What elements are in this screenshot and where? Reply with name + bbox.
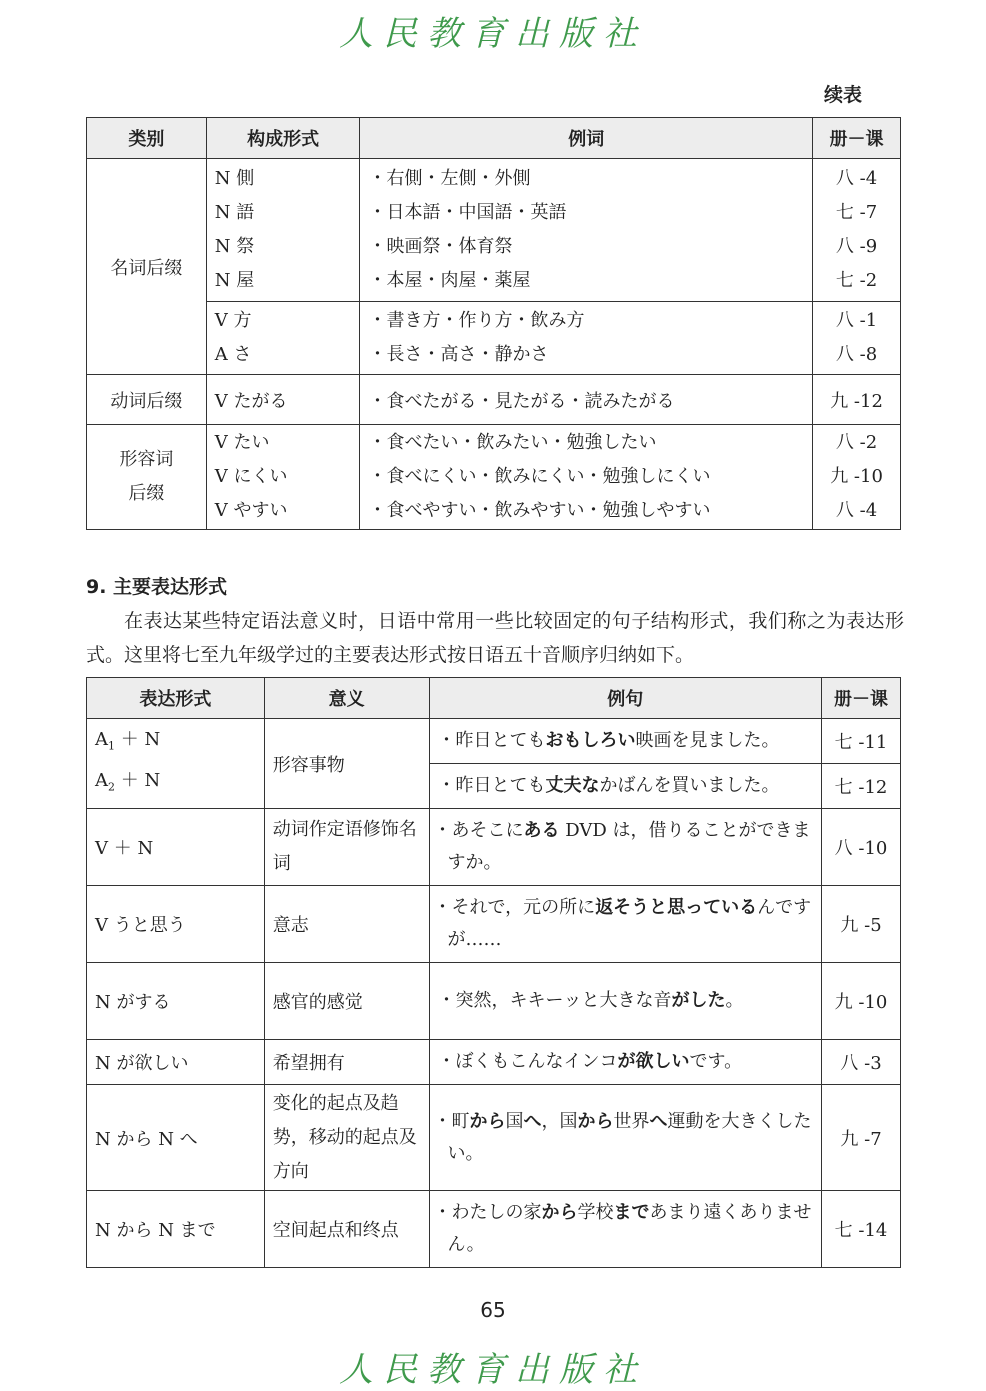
form-item: N 屋 xyxy=(214,270,255,291)
lesson-item: 八 -4 xyxy=(835,168,878,189)
publisher-watermark-top: 人民教育出版社 xyxy=(339,14,647,54)
example-item: ・食べにくい・飲みにくい・勉強しにくい xyxy=(368,466,711,487)
table-header-row xyxy=(87,678,901,719)
example-text: ・昨日とても xyxy=(437,775,546,796)
table-row xyxy=(87,302,901,375)
table-header-row xyxy=(87,118,901,159)
emphasis-text: が欲しい xyxy=(617,1051,690,1072)
meaning-cell: 空间起点和终点 xyxy=(264,1191,429,1268)
lesson-cell: 九 -12 xyxy=(813,375,901,425)
example-item: ・右側・左側・外側 xyxy=(368,168,531,189)
example-cell xyxy=(429,1085,822,1191)
form-item: A さ xyxy=(214,344,252,365)
example-text: ，国 xyxy=(541,1110,578,1132)
example-item: ・日本語・中国語・英語 xyxy=(368,202,567,223)
lesson-item: 七 -2 xyxy=(835,270,878,291)
example-cell xyxy=(429,963,822,1040)
example-text: ・わたしの家 xyxy=(433,1202,542,1223)
expression-cell xyxy=(87,719,265,809)
header-example-sentence: 例句 xyxy=(429,678,822,719)
lesson-cell: 七 -12 xyxy=(822,764,901,809)
lesson-cell xyxy=(813,425,901,530)
expression-part: A xyxy=(95,769,108,791)
section-title: 9. 主要表达形式 xyxy=(86,576,228,598)
header-lesson: 册－课 xyxy=(813,118,901,159)
table-row xyxy=(87,1040,901,1085)
category-line: 后缀 xyxy=(128,483,165,504)
emphasis-text: まで xyxy=(613,1202,650,1223)
examples-cell xyxy=(360,302,813,375)
example-cell xyxy=(429,809,822,886)
example-text: 運動を大きくしたい。 xyxy=(447,1110,812,1164)
table-row xyxy=(87,719,901,764)
lesson-item: 八 -2 xyxy=(835,432,878,453)
table-row xyxy=(87,963,901,1040)
example-text: ・あそこに xyxy=(433,820,524,841)
expression-cell: V ＋ N xyxy=(87,809,265,886)
example-text: DVD は，借りることができますか。 xyxy=(447,820,811,873)
examples-cell: ・食べたがる・見たがる・読みたがる xyxy=(360,375,813,425)
header-category: 类别 xyxy=(87,118,207,159)
example-cell xyxy=(429,1040,822,1085)
lesson-cell: 九 -10 xyxy=(822,963,901,1040)
category-cell: 动词后缀 xyxy=(87,375,207,425)
form-item: V 方 xyxy=(214,310,252,331)
example-text: ・町 xyxy=(433,1110,470,1132)
emphasis-text: から xyxy=(541,1202,578,1223)
lesson-cell xyxy=(813,159,901,302)
header-form: 构成形式 xyxy=(206,118,360,159)
example-text: 学校 xyxy=(577,1202,614,1223)
lesson-cell: 八 -3 xyxy=(822,1040,901,1085)
continuation-label: 续表 xyxy=(823,84,862,106)
lesson-item: 八 -9 xyxy=(835,236,878,257)
example-text: 映画を見ました。 xyxy=(635,730,780,751)
page-number: 65 xyxy=(480,1298,506,1322)
example-text: です。 xyxy=(689,1051,743,1072)
example-text: 国 xyxy=(505,1110,524,1132)
emphasis-text: へ xyxy=(523,1110,542,1132)
example-cell xyxy=(429,1191,822,1268)
example-text: んですが…… xyxy=(447,897,812,950)
example-text: ・それで，元の所に xyxy=(433,897,596,918)
expression-part: ＋ N xyxy=(115,769,161,791)
example-item: ・長さ・高さ・静かさ xyxy=(368,344,549,365)
lesson-cell: 七 -14 xyxy=(822,1191,901,1268)
header-lesson: 册－课 xyxy=(822,678,901,719)
form-item: N 側 xyxy=(214,168,255,189)
example-cell xyxy=(429,719,822,764)
emphasis-text: 返そうと思っている xyxy=(595,897,758,918)
example-cell xyxy=(429,764,822,809)
form-cell xyxy=(206,302,360,375)
header-expression: 表达形式 xyxy=(87,678,265,719)
example-item: ・書き方・作り方・飲み方 xyxy=(368,310,585,331)
examples-cell xyxy=(360,159,813,302)
form-item: V やすい xyxy=(214,500,288,521)
publisher-watermark-bottom: 人民教育出版社 xyxy=(339,1350,647,1390)
emphasis-text: 丈夫な xyxy=(545,775,600,796)
category-cell: 名词后缀 xyxy=(87,159,207,375)
category-line: 形容词 xyxy=(119,449,174,470)
lesson-cell xyxy=(813,302,901,375)
expression-cell: N から N へ xyxy=(87,1085,265,1191)
example-cell xyxy=(429,886,822,963)
table-row xyxy=(87,886,901,963)
example-text: かばんを買いました。 xyxy=(599,775,780,796)
example-text: 。 xyxy=(725,990,744,1011)
lesson-cell: 九 -7 xyxy=(822,1085,901,1191)
meaning-cell: 变化的起点及趋势，移动的起点及方向 xyxy=(264,1085,429,1191)
expression-cell: N から N まで xyxy=(87,1191,265,1268)
category-cell xyxy=(87,425,207,530)
form-item: V にくい xyxy=(214,466,288,487)
form-item: N 語 xyxy=(214,202,255,223)
emphasis-text: から xyxy=(577,1110,614,1132)
lesson-cell: 八 -10 xyxy=(822,809,901,886)
table-row xyxy=(87,375,901,425)
meaning-cell: 形容事物 xyxy=(264,719,429,809)
lesson-cell: 七 -11 xyxy=(822,719,901,764)
lesson-item: 八 -1 xyxy=(835,310,878,331)
meaning-cell: 希望拥有 xyxy=(264,1040,429,1085)
meaning-cell: 感官的感觉 xyxy=(264,963,429,1040)
example-item: ・食べやすい・飲みやすい・勉強しやすい xyxy=(368,500,711,521)
emphasis-text: おもしろい xyxy=(545,730,636,751)
lesson-item: 九 -10 xyxy=(830,466,883,487)
example-text: ・ぼくもこんなインコ xyxy=(437,1051,618,1072)
expression-part: ＋ N xyxy=(115,728,161,750)
expression-line xyxy=(95,723,264,764)
form-item: N 祭 xyxy=(214,236,255,257)
emphasis-text: から xyxy=(469,1110,506,1132)
form-cell: V たがる xyxy=(206,375,360,425)
example-text: 世界 xyxy=(613,1110,650,1132)
example-item: ・本屋・肉屋・薬屋 xyxy=(368,270,531,291)
expression-cell: N がする xyxy=(87,963,265,1040)
emphasis-text: へ xyxy=(649,1110,668,1132)
example-text: ・昨日とても xyxy=(437,730,546,751)
form-item: V たい xyxy=(214,432,270,453)
example-text: あまり遠くありません。 xyxy=(447,1202,812,1255)
table-row xyxy=(87,1191,901,1268)
examples-cell xyxy=(360,425,813,530)
meaning-cell: 动词作定语修饰名词 xyxy=(264,809,429,886)
lesson-cell: 九 -5 xyxy=(822,886,901,963)
form-cell xyxy=(206,425,360,530)
section-paragraph: 在表达某些特定语法意义时，日语中常用一些比较固定的句子结构形式，我们称之为表达形式。这里将七至九年级学过的主要表达形式按日语五十音顺序归纳如下。 xyxy=(86,610,904,666)
expression-line xyxy=(95,764,264,805)
header-meaning: 意义 xyxy=(264,678,429,719)
table-row xyxy=(87,1085,901,1191)
table-row xyxy=(87,809,901,886)
lesson-item: 八 -8 xyxy=(835,344,878,365)
lesson-item: 七 -7 xyxy=(835,202,878,223)
expression-table xyxy=(86,677,901,1268)
emphasis-text: がした xyxy=(671,990,726,1011)
table-row xyxy=(87,425,901,530)
example-item: ・食べたい・飲みたい・勉強したい xyxy=(368,432,657,453)
emphasis-text: ある xyxy=(523,820,560,841)
header-examples: 例词 xyxy=(360,118,813,159)
expression-part: 2 xyxy=(108,780,115,794)
expression-cell: N が欲しい xyxy=(87,1040,265,1085)
example-item: ・映画祭・体育祭 xyxy=(368,236,513,257)
expression-part: 1 xyxy=(108,739,115,753)
lesson-item: 八 -4 xyxy=(835,500,878,521)
expression-cell: V うと思う xyxy=(87,886,265,963)
example-text: ・突然，キキーッと大きな音 xyxy=(437,990,672,1011)
expression-part: A xyxy=(95,728,108,750)
meaning-cell: 意志 xyxy=(264,886,429,963)
suffix-table xyxy=(86,117,901,530)
form-cell xyxy=(206,159,360,302)
table-row xyxy=(87,159,901,302)
